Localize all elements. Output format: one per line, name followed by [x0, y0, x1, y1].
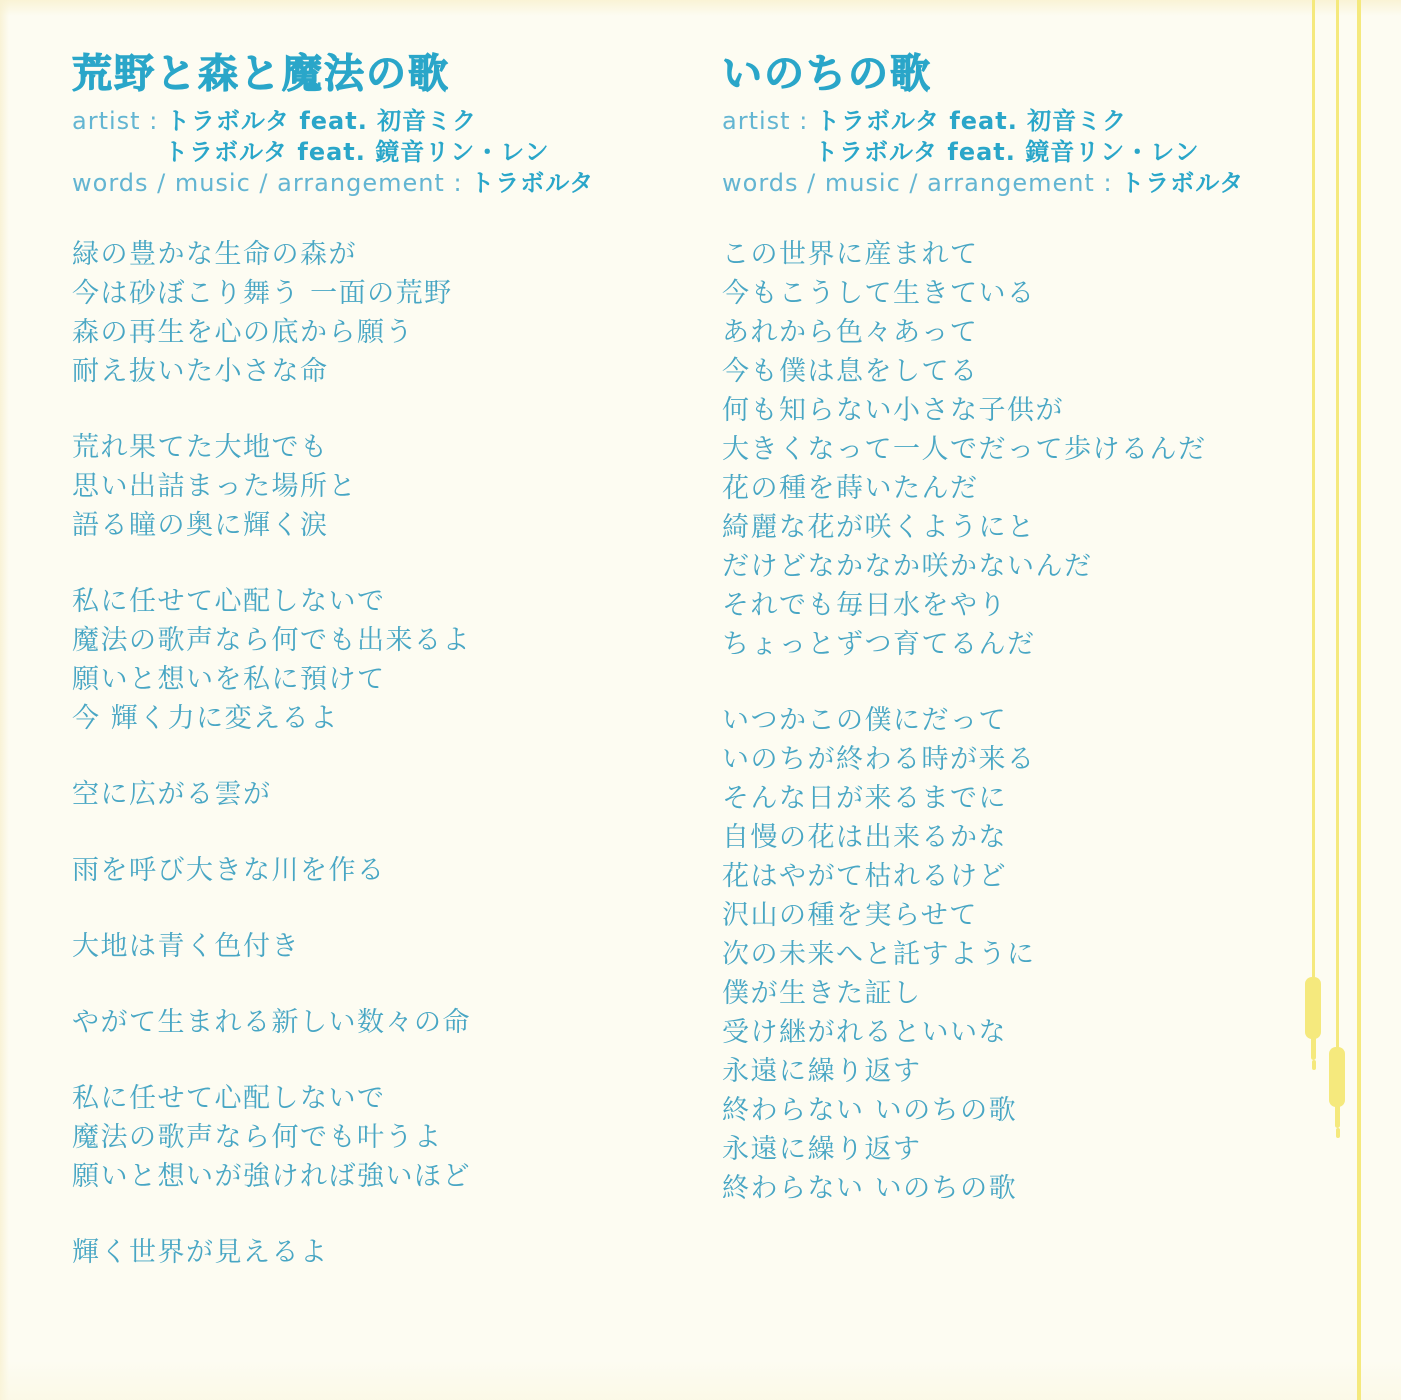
stanza: [72, 1079, 672, 1196]
song-title: 荒野と森と魔法の歌: [72, 51, 450, 97]
lyric-line: 今も僕は息をしてる: [722, 356, 979, 387]
lyric-line: 願いと想いを私に預けて: [72, 664, 386, 695]
lyric-line: 僕が生きた証し: [722, 978, 922, 1009]
stanza: [72, 1233, 672, 1272]
stanza: [72, 428, 672, 545]
artist-row: [72, 106, 672, 137]
yellow-cord-3: [1357, 0, 1361, 1400]
lyric-line: 私に任せて心配しないで: [72, 586, 386, 617]
credits-row: [72, 168, 672, 199]
artist-name: トラボルタ feat. 初音ミク: [165, 107, 478, 135]
artist-name-2: トラボルタ feat. 鏡音リン・レン: [814, 138, 1200, 166]
lyric-line: 耐え抜いた小さな命: [72, 356, 329, 387]
lyric-line: 綺麗な花が咲くようにと: [722, 512, 1036, 543]
lyric-line: 魔法の歌声なら何でも叶うよ: [72, 1122, 443, 1153]
artist-label: artist :: [722, 107, 809, 135]
lyric-line: あれから色々あって: [722, 317, 979, 348]
lyric-line: 自慢の花は出来るかな: [722, 822, 1007, 853]
stanza: [72, 235, 672, 391]
stanza: [72, 582, 672, 738]
credits-label: words / music / arrangement :: [722, 169, 1113, 197]
lyric-line: 終わらない いのちの歌: [722, 1173, 1018, 1204]
lyric-line: 今 輝く力に変えるよ: [72, 703, 339, 734]
lyric-line: 語る瞳の奥に輝く涙: [72, 510, 329, 541]
song-credits: [72, 106, 672, 199]
yellow-cord-2: [1336, 0, 1339, 1050]
stanza: [72, 1003, 672, 1042]
stanza: [72, 927, 672, 966]
lyric-line: 大地は青く色付き: [72, 931, 300, 962]
yellow-cord-1: [1312, 0, 1315, 980]
stanza: [72, 775, 672, 814]
lyric-line: 雨を呼び大きな川を作る: [72, 855, 386, 886]
artist-row-2: [72, 137, 672, 168]
lyric-line: いのちが終わる時が来る: [722, 744, 1036, 775]
lyric-line: 森の再生を心の底から願う: [72, 317, 414, 348]
song-title: いのちの歌: [722, 51, 932, 97]
artist-name: トラボルタ feat. 初音ミク: [815, 107, 1128, 135]
credits-label: words / music / arrangement :: [72, 169, 463, 197]
lyric-line: 花はやがて枯れるけど: [722, 861, 1007, 892]
yellow-cord-2-tip: [1335, 1104, 1340, 1128]
lyric-line: 思い出詰まった場所と: [72, 471, 357, 502]
lyric-line: そんな日が来るまでに: [722, 783, 1007, 814]
yellow-cord-1-dot: [1312, 1060, 1316, 1070]
lyrics-inochi: [722, 235, 1322, 1208]
lyric-line: この世界に産まれて: [722, 239, 979, 270]
lyric-line: 願いと想いが強ければ強いほど: [72, 1161, 471, 1192]
lyric-line: 今もこうして生きている: [722, 278, 1036, 309]
yellow-cord-1-tip: [1311, 1036, 1316, 1060]
credits-value: トラボルタ: [1120, 169, 1245, 197]
song-column-kouya: [72, 50, 672, 1309]
lyric-line: 魔法の歌声なら何でも出来るよ: [72, 625, 471, 656]
lyric-line: 終わらない いのちの歌: [722, 1095, 1018, 1126]
lyric-line: 大きくなって一人でだって歩けるんだ: [722, 434, 1207, 465]
lyrics-kouya: [72, 235, 672, 1272]
yellow-cord-1-plug: [1305, 977, 1321, 1039]
lyric-line: 受け継がれるといいな: [722, 1017, 1007, 1048]
artist-row: [722, 106, 1322, 137]
lyric-line: 今は砂ぼこり舞う 一面の荒野: [72, 278, 453, 309]
scan-bottom-tint: [0, 1360, 1401, 1400]
lyric-line: だけどなかなか咲かないんだ: [722, 551, 1093, 582]
yellow-cord-2-dot: [1336, 1128, 1340, 1138]
lyric-line: 輝く世界が見えるよ: [72, 1237, 329, 1268]
lyric-line: 何も知らない小さな子供が: [722, 395, 1064, 426]
lyric-line: 荒れ果てた大地でも: [72, 432, 329, 463]
artist-row-2: [722, 137, 1322, 168]
lyric-line: 花の種を蒔いたんだ: [722, 473, 979, 504]
lyric-line: 沢山の種を実らせて: [722, 900, 978, 931]
scan-left-streak: [0, 0, 9, 1400]
song-credits: [722, 106, 1322, 199]
lyric-line: いつかこの僕にだって: [722, 705, 1007, 736]
lyric-line: 空に広がる雲が: [72, 779, 272, 810]
credits-value: トラボルタ: [470, 169, 595, 197]
lyric-line: 私に任せて心配しないで: [72, 1083, 386, 1114]
artist-name-2: トラボルタ feat. 鏡音リン・レン: [164, 138, 550, 166]
lyric-line: それでも毎日水をやり: [722, 590, 1007, 621]
artist-label: artist :: [72, 107, 159, 135]
stanza: [72, 851, 672, 890]
song-column-inochi: [722, 50, 1322, 1245]
lyric-line: ちょっとずつ育てるんだ: [722, 629, 1036, 660]
stanza: [722, 235, 1322, 664]
scan-top-tint: [0, 0, 1401, 16]
credits-row: [722, 168, 1322, 199]
lyric-line: やがて生まれる新しい数々の命: [72, 1007, 471, 1038]
lyric-line: 緑の豊かな生命の森が: [72, 239, 357, 270]
lyric-line: 次の未来へと託すように: [722, 939, 1036, 970]
lyric-line: 永遠に繰り返す: [722, 1056, 922, 1087]
yellow-cord-2-plug: [1329, 1047, 1345, 1107]
lyric-line: 永遠に繰り返す: [722, 1134, 922, 1165]
stanza: [722, 701, 1322, 1208]
